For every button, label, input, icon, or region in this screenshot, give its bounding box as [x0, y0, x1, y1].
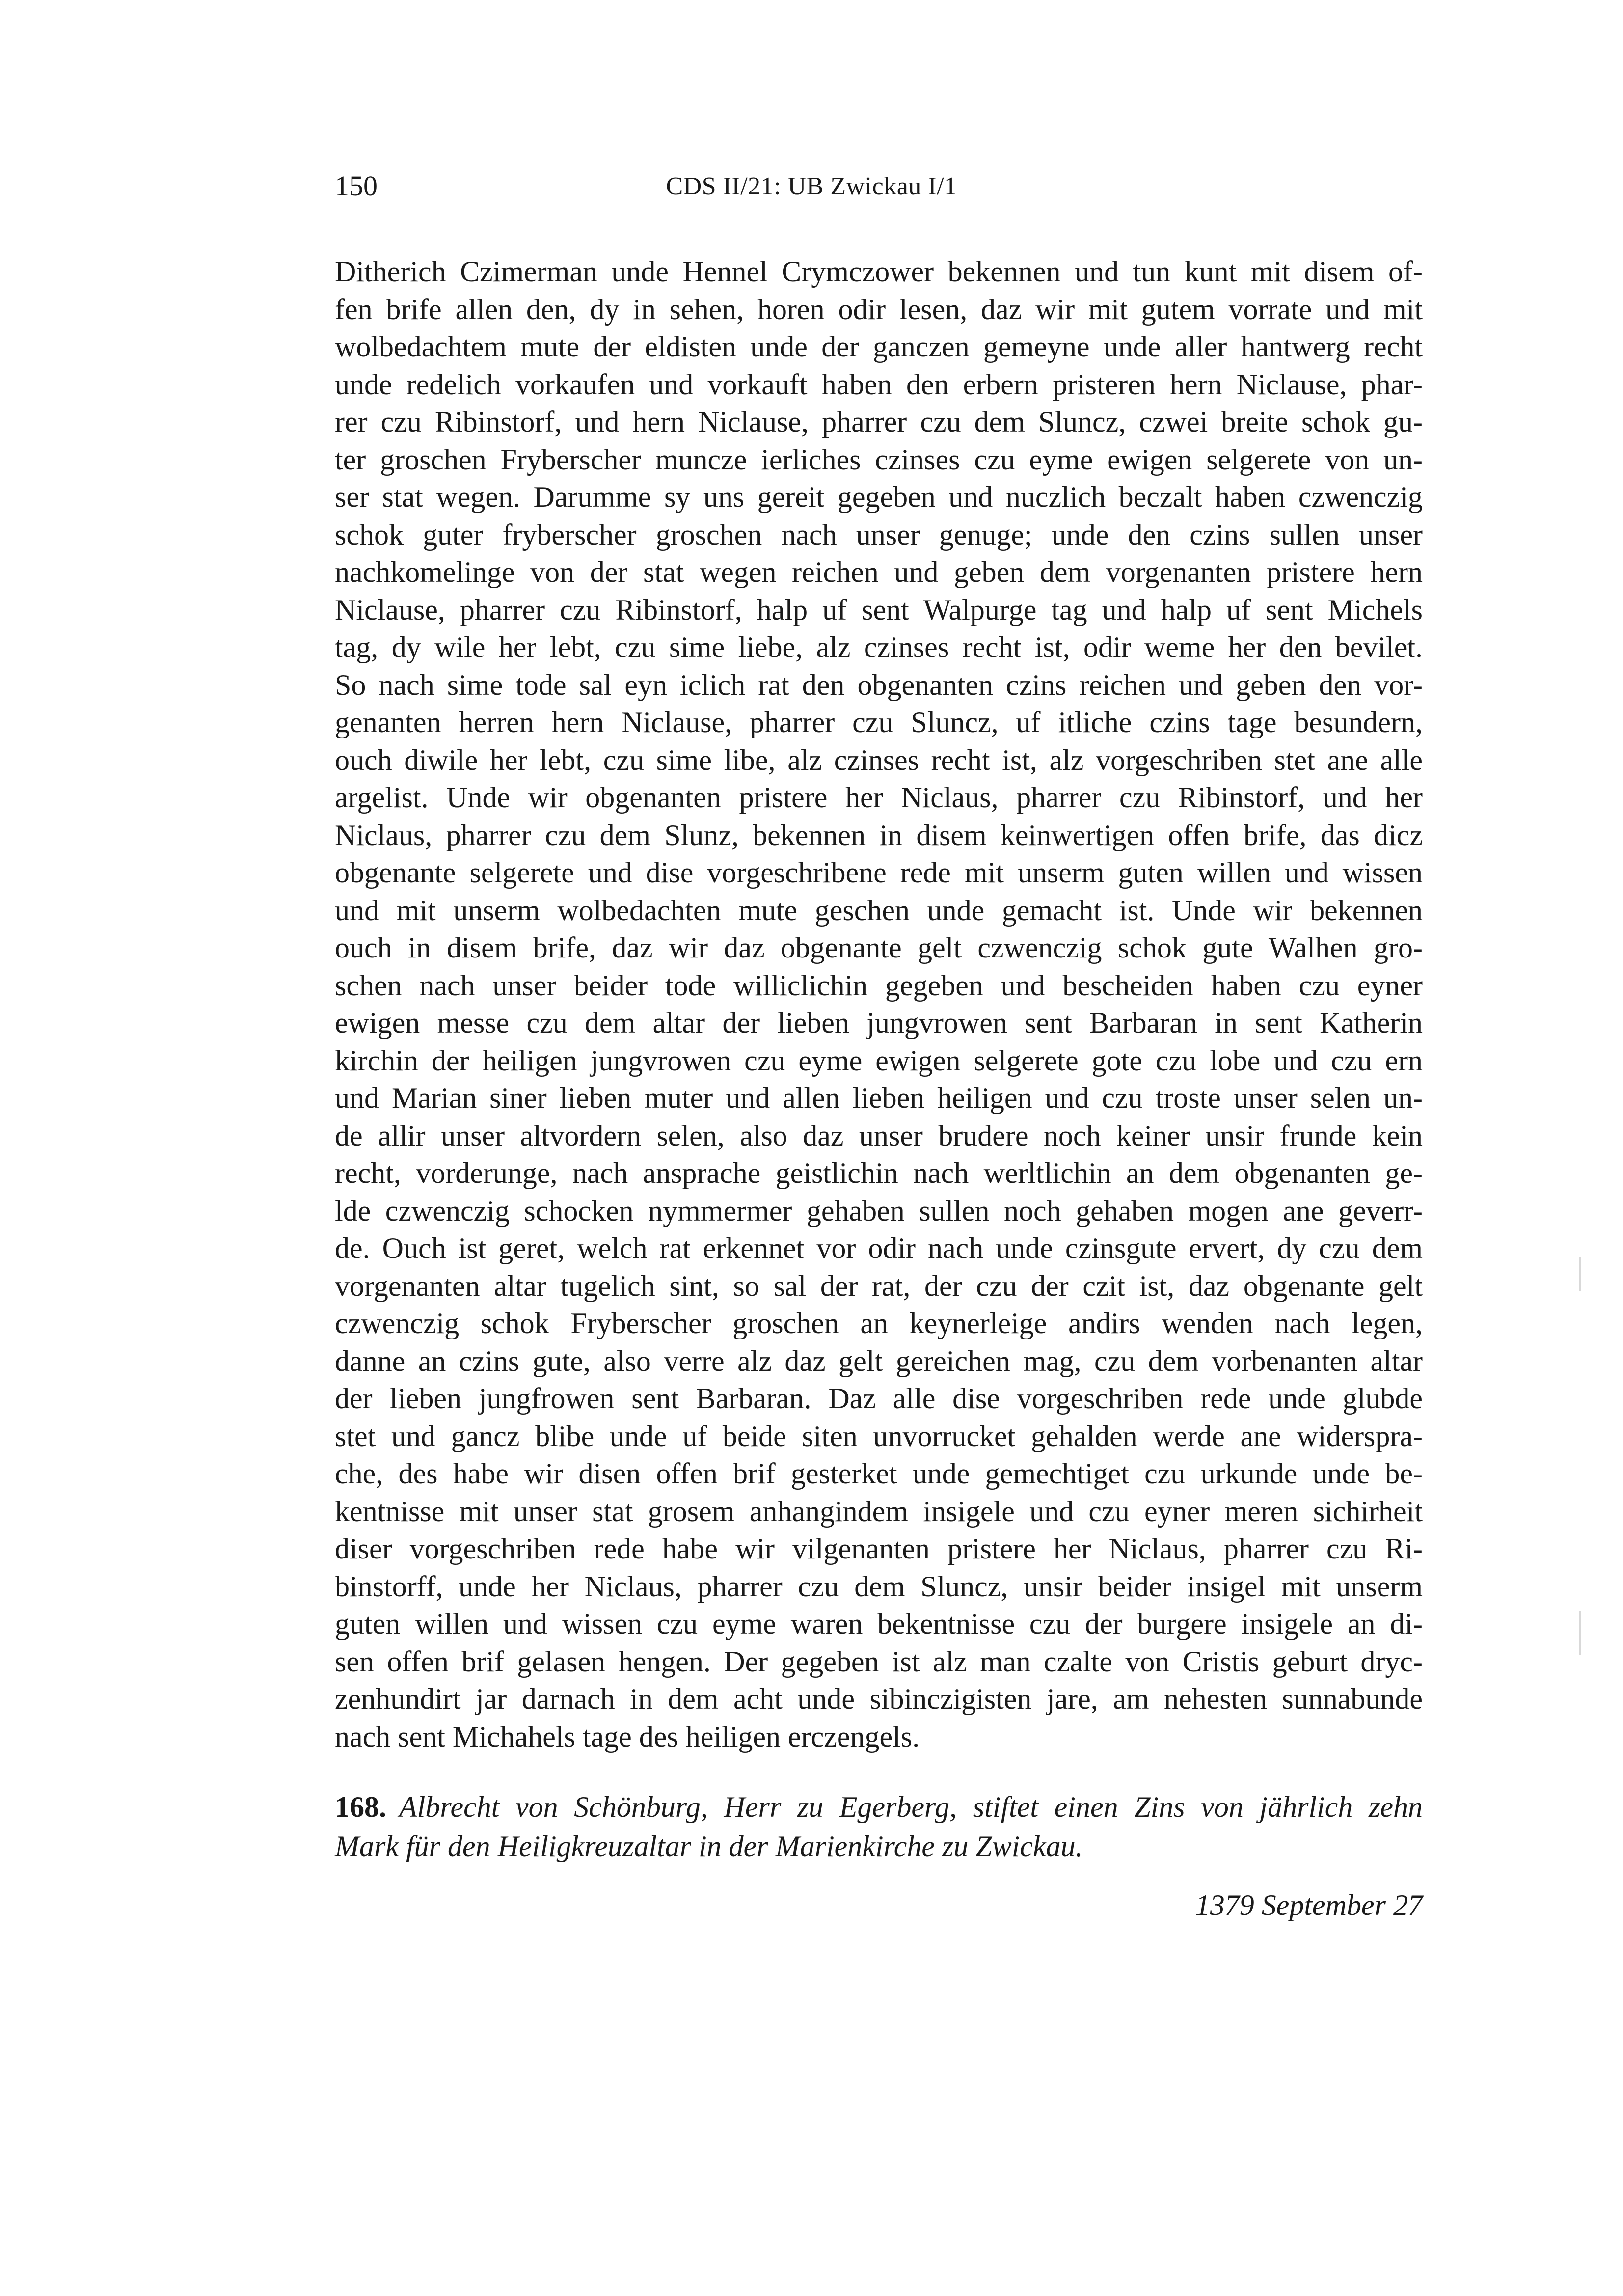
text-line: kentnisse mit unser stat grosem anhangindem insigele und czu eyner meren sichirheit: [335, 1495, 1423, 1528]
text-line: sen offen brif gelasen hengen. Der gegeben ist alz man czalte von Cristis geburt dryc-: [335, 1645, 1423, 1678]
text-line: che, des habe wir disen offen brif gesterket unde gemechtiget czu urkunde unde be-: [335, 1457, 1423, 1490]
text-line: binstorff, unde her Niclaus, pharrer czu dem Sluncz, unsir beider insigel mit unserm: [335, 1570, 1423, 1603]
entry-date: 1379 September 27: [1195, 1889, 1423, 1921]
text-line: obgenante selgerete und dise vorgeschribene rede mit unserm guten willen und wissen: [335, 856, 1423, 889]
text-line: ouch in disem brife, daz wir daz obgenante gelt czwenczig schok gute Walhen gro-: [335, 931, 1423, 964]
text-line: guten willen und wissen czu eyme waren bekentnisse czu der burgere insigele an di-: [335, 1608, 1423, 1640]
text-line: ouch diwile her lebt, czu sime libe, alz czinses recht ist, alz vorgeschriben stet ane alle: [335, 743, 1423, 776]
text-line: ewigen messe czu dem altar der lieben jungvrowen sent Barbaran in sent Katherin: [335, 1007, 1423, 1039]
text-line: czwenczig schok Fryberscher groschen an keynerleige andirs wenden nach legen,: [335, 1307, 1423, 1339]
entry-title-line-1: [335, 1787, 1423, 1827]
text-line: Ditherich Czimerman unde Hennel Crymczower bekennen und tun kunt mit disem of-: [335, 255, 1423, 288]
text-line: ter groschen Fryberscher muncze ierliches czinses czu eyme ewigen selgerete von un-: [335, 443, 1423, 476]
text-line: vorgenanten altar tugelich sint, so sal der rat, der czu der czit ist, daz obgenante gelt: [335, 1269, 1423, 1302]
text-line: fen brife allen den, dy in sehen, horen odir lesen, daz wir mit gutem vorrate und mit: [335, 293, 1423, 326]
entry-title-text: Mark für den Heiligkreuzaltar in der Marienkirche zu Zwickau.: [335, 1830, 1083, 1862]
text-line: nachkomelinge von der stat wegen reichen und geben dem vorgenanten pristere hern: [335, 556, 1423, 588]
text-line: genanten herren hern Niclause, pharrer czu Sluncz, uf itliche czins tage besundern,: [335, 706, 1423, 738]
text-line: nach sent Michahels tage des heiligen erczengels.: [335, 1720, 920, 1753]
text-line: stet und gancz blibe unde uf beide siten unvorrucket gehalden werde ane widerspra-: [335, 1420, 1423, 1452]
text-line: und Marian siner lieben muter und allen lieben heiligen und czu troste unser selen un-: [335, 1082, 1423, 1114]
text-line: Niclause, pharrer czu Ribinstorf, halp uf sent Walpurge tag und halp uf sent Michels: [335, 593, 1423, 626]
text-line: recht, vorderunge, nach ansprache geistlichin nach werltlichin an dem obgenanten ge-: [335, 1157, 1423, 1189]
text-line: und mit unserm wolbedachten mute geschen unde gemacht ist. Unde wir bekennen: [335, 894, 1423, 927]
text-line: tag, dy wile her lebt, czu sime liebe, alz czinses recht ist, odir weme her den bevilet.: [335, 631, 1423, 663]
entry-number: 168.: [335, 1791, 386, 1823]
text-line: der lieben jungfrowen sent Barbaran. Daz alle dise vorgeschriben rede unde glubde: [335, 1382, 1423, 1415]
entry-title-text: Albrecht von Schönburg, Herr zu Egerberg, stiftet einen Zins von jährlich zehn: [399, 1791, 1423, 1823]
text-line: Niclaus, pharrer czu dem Slunz, bekennen in disem keinwertigen offen brife, das dicz: [335, 819, 1423, 851]
scan-margin-mark: [1579, 1611, 1581, 1655]
text-line: de allir unser altvordern selen, also daz unser brudere noch keiner unsir frunde kein: [335, 1119, 1423, 1152]
text-line: schen nach unser beider tode williclichin gegeben und bescheiden haben czu eyner: [335, 969, 1423, 1002]
text-line: lde czwenczig schocken nymmermer gehaben sullen noch gehaben mogen ane geverr-: [335, 1194, 1423, 1227]
page-number: 150: [335, 170, 378, 202]
text-line: zenhundirt jar darnach in dem acht unde sibinczigisten jare, am nehesten sunnabunde: [335, 1683, 1423, 1715]
text-line: wolbedachtem mute der eldisten unde der ganczen gemeyne unde aller hantwerg recht: [335, 330, 1423, 363]
scan-margin-mark: [1579, 1257, 1581, 1291]
text-line: de. Ouch ist geret, welch rat erkennet vor odir nach unde czinsgute ervert, dy czu dem: [335, 1232, 1423, 1264]
charter-text: [335, 253, 1423, 1755]
entry-heading: [335, 1787, 1423, 1866]
text-line: schok guter fryberscher groschen nach unser genuge; unde den czins sullen unser: [335, 518, 1423, 551]
running-head: CDS II/21: UB Zwickau I/1: [666, 172, 957, 200]
text-line: argelist. Unde wir obgenanten pristere her Niclaus, pharrer czu Ribinstorf, und her: [335, 781, 1423, 814]
text-line: So nach sime tode sal eyn iclich rat den obgenanten czins reichen und geben den vor-: [335, 668, 1423, 701]
text-line: unde redelich vorkaufen und vorkauft haben den erbern pristeren hern Niclause, phar-: [335, 368, 1423, 401]
text-line: diser vorgeschriben rede habe wir vilgenanten pristere her Niclaus, pharrer czu Ri-: [335, 1532, 1423, 1565]
text-line: danne an czins gute, also verre alz daz gelt gereichen mag, czu dem vorbenanten altar: [335, 1344, 1423, 1377]
text-line: ser stat wegen. Darumme sy uns gereit gegeben und nuczlich beczalt haben czwenczig: [335, 481, 1423, 513]
text-line: rer czu Ribinstorf, und hern Niclause, pharrer czu dem Sluncz, czwei breite schok gu-: [335, 406, 1423, 438]
entry-title-line-2: [335, 1827, 1423, 1866]
text-line: kirchin der heiligen jungvrowen czu eyme ewigen selgerete gote czu lobe und czu ern: [335, 1044, 1423, 1077]
